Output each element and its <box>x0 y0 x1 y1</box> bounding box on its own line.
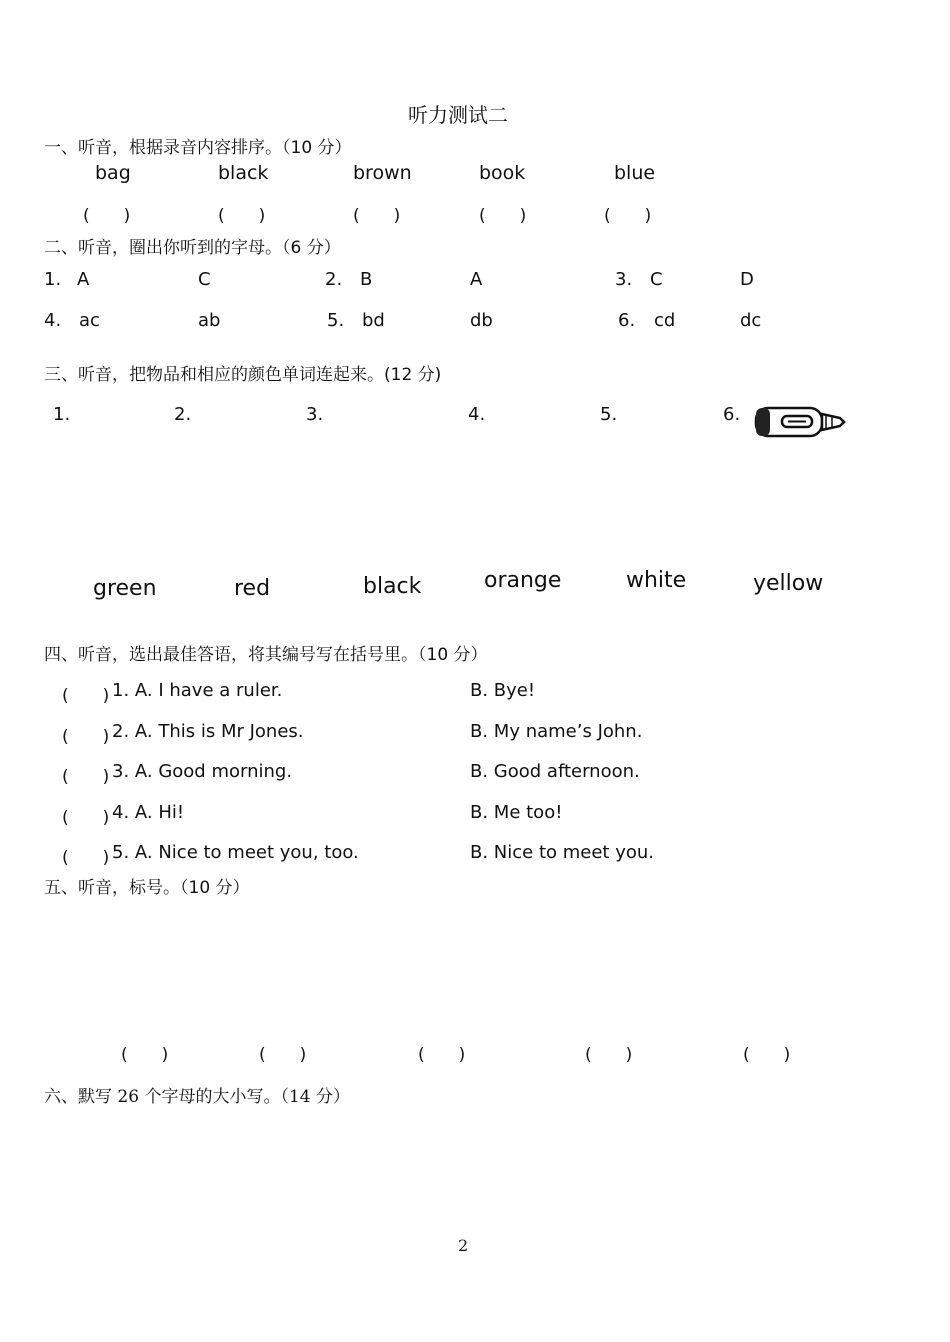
s3-color-word: orange <box>484 568 562 593</box>
s3-color-word: yellow <box>753 571 824 596</box>
answer-blank[interactable]: ( ) <box>743 1045 791 1065</box>
s2-option[interactable]: ab <box>198 310 221 331</box>
answer-blank[interactable]: ( ) <box>585 1045 633 1065</box>
answer-blank[interactable]: ( ) <box>121 1045 169 1065</box>
s2-option[interactable]: cd <box>654 310 676 331</box>
s1-word: black <box>218 162 269 184</box>
s2-item-number: 1. <box>44 269 62 290</box>
answer-blank[interactable]: ( ) <box>479 206 527 226</box>
s4-option-a: 3. A. Good morning. <box>112 761 293 782</box>
s2-option[interactable]: bd <box>362 310 385 331</box>
s2-option[interactable]: db <box>470 310 493 331</box>
section-4-heading: 四、听音，选出最佳答语，将其编号写在括号里。（10 分） <box>44 645 488 665</box>
s3-color-word: white <box>626 568 687 593</box>
s2-item-number: 2. <box>325 269 343 290</box>
s4-option-a: 1. A. I have a ruler. <box>112 680 283 701</box>
s4-option-a: 5. A. Nice to meet you, too. <box>112 842 359 863</box>
s2-option[interactable]: dc <box>740 310 762 331</box>
page-number: 2 <box>458 1236 469 1255</box>
s2-option[interactable]: A <box>77 269 90 290</box>
s3-item-number: 2. <box>174 404 192 425</box>
s3-item-number: 6. <box>723 404 741 425</box>
answer-blank[interactable]: ( ) <box>62 808 110 828</box>
s2-item-number: 5. <box>327 310 345 331</box>
s4-option-a: 2. A. This is Mr Jones. <box>112 721 304 742</box>
answer-blank[interactable]: ( ) <box>62 686 110 706</box>
s1-word: bag <box>95 162 131 184</box>
section-1-heading: 一、听音，根据录音内容排序。（10 分） <box>44 138 352 158</box>
section-3-heading: 三、听音，把物品和相应的颜色单词连起来。(12 分) <box>44 365 442 385</box>
answer-blank[interactable]: ( ) <box>83 206 131 226</box>
s2-item-number: 4. <box>44 310 62 331</box>
page-title: 听力测试二 <box>408 103 508 127</box>
section-6-heading: 六、默写 26 个字母的大小写。（14 分） <box>44 1087 350 1107</box>
answer-blank[interactable]: ( ) <box>62 848 110 868</box>
s1-word: blue <box>614 162 656 184</box>
s2-option[interactable]: C <box>198 269 211 290</box>
answer-blank[interactable]: ( ) <box>353 206 401 226</box>
s3-color-word: red <box>234 576 271 601</box>
s4-option-b: B. Bye! <box>470 680 536 701</box>
pencil-sharpener-icon <box>752 402 848 442</box>
answer-blank[interactable]: ( ) <box>62 767 110 787</box>
s3-item-number: 1. <box>53 404 71 425</box>
s3-color-word: green <box>93 576 157 601</box>
s2-item-number: 6. <box>618 310 636 331</box>
s3-item-number: 4. <box>468 404 486 425</box>
answer-blank[interactable]: ( ) <box>604 206 652 226</box>
answer-blank[interactable]: ( ) <box>218 206 266 226</box>
answer-blank[interactable]: ( ) <box>259 1045 307 1065</box>
s2-option[interactable]: A <box>470 269 483 290</box>
s4-option-b: B. My name’s John. <box>470 721 643 742</box>
s4-option-b: B. Nice to meet you. <box>470 842 654 863</box>
s4-option-b: B. Me too! <box>470 802 563 823</box>
answer-blank[interactable]: ( ) <box>62 727 110 747</box>
answer-blank[interactable]: ( ) <box>418 1045 466 1065</box>
s1-word: brown <box>353 162 412 184</box>
s3-item-number: 3. <box>306 404 324 425</box>
s2-option[interactable]: C <box>650 269 663 290</box>
s2-option[interactable]: B <box>360 269 373 290</box>
section-5-heading: 五、听音，标号。（10 分） <box>44 878 250 898</box>
s4-option-a: 4. A. Hi! <box>112 802 185 823</box>
s3-color-word: black <box>363 574 422 599</box>
s2-item-number: 3. <box>615 269 633 290</box>
s4-option-b: B. Good afternoon. <box>470 761 640 782</box>
s2-option[interactable]: D <box>740 269 754 290</box>
s2-option[interactable]: ac <box>79 310 100 331</box>
section-2-heading: 二、听音，圈出你听到的字母。（6 分） <box>44 238 341 258</box>
s1-word: book <box>479 162 526 184</box>
s3-item-number: 5. <box>600 404 618 425</box>
